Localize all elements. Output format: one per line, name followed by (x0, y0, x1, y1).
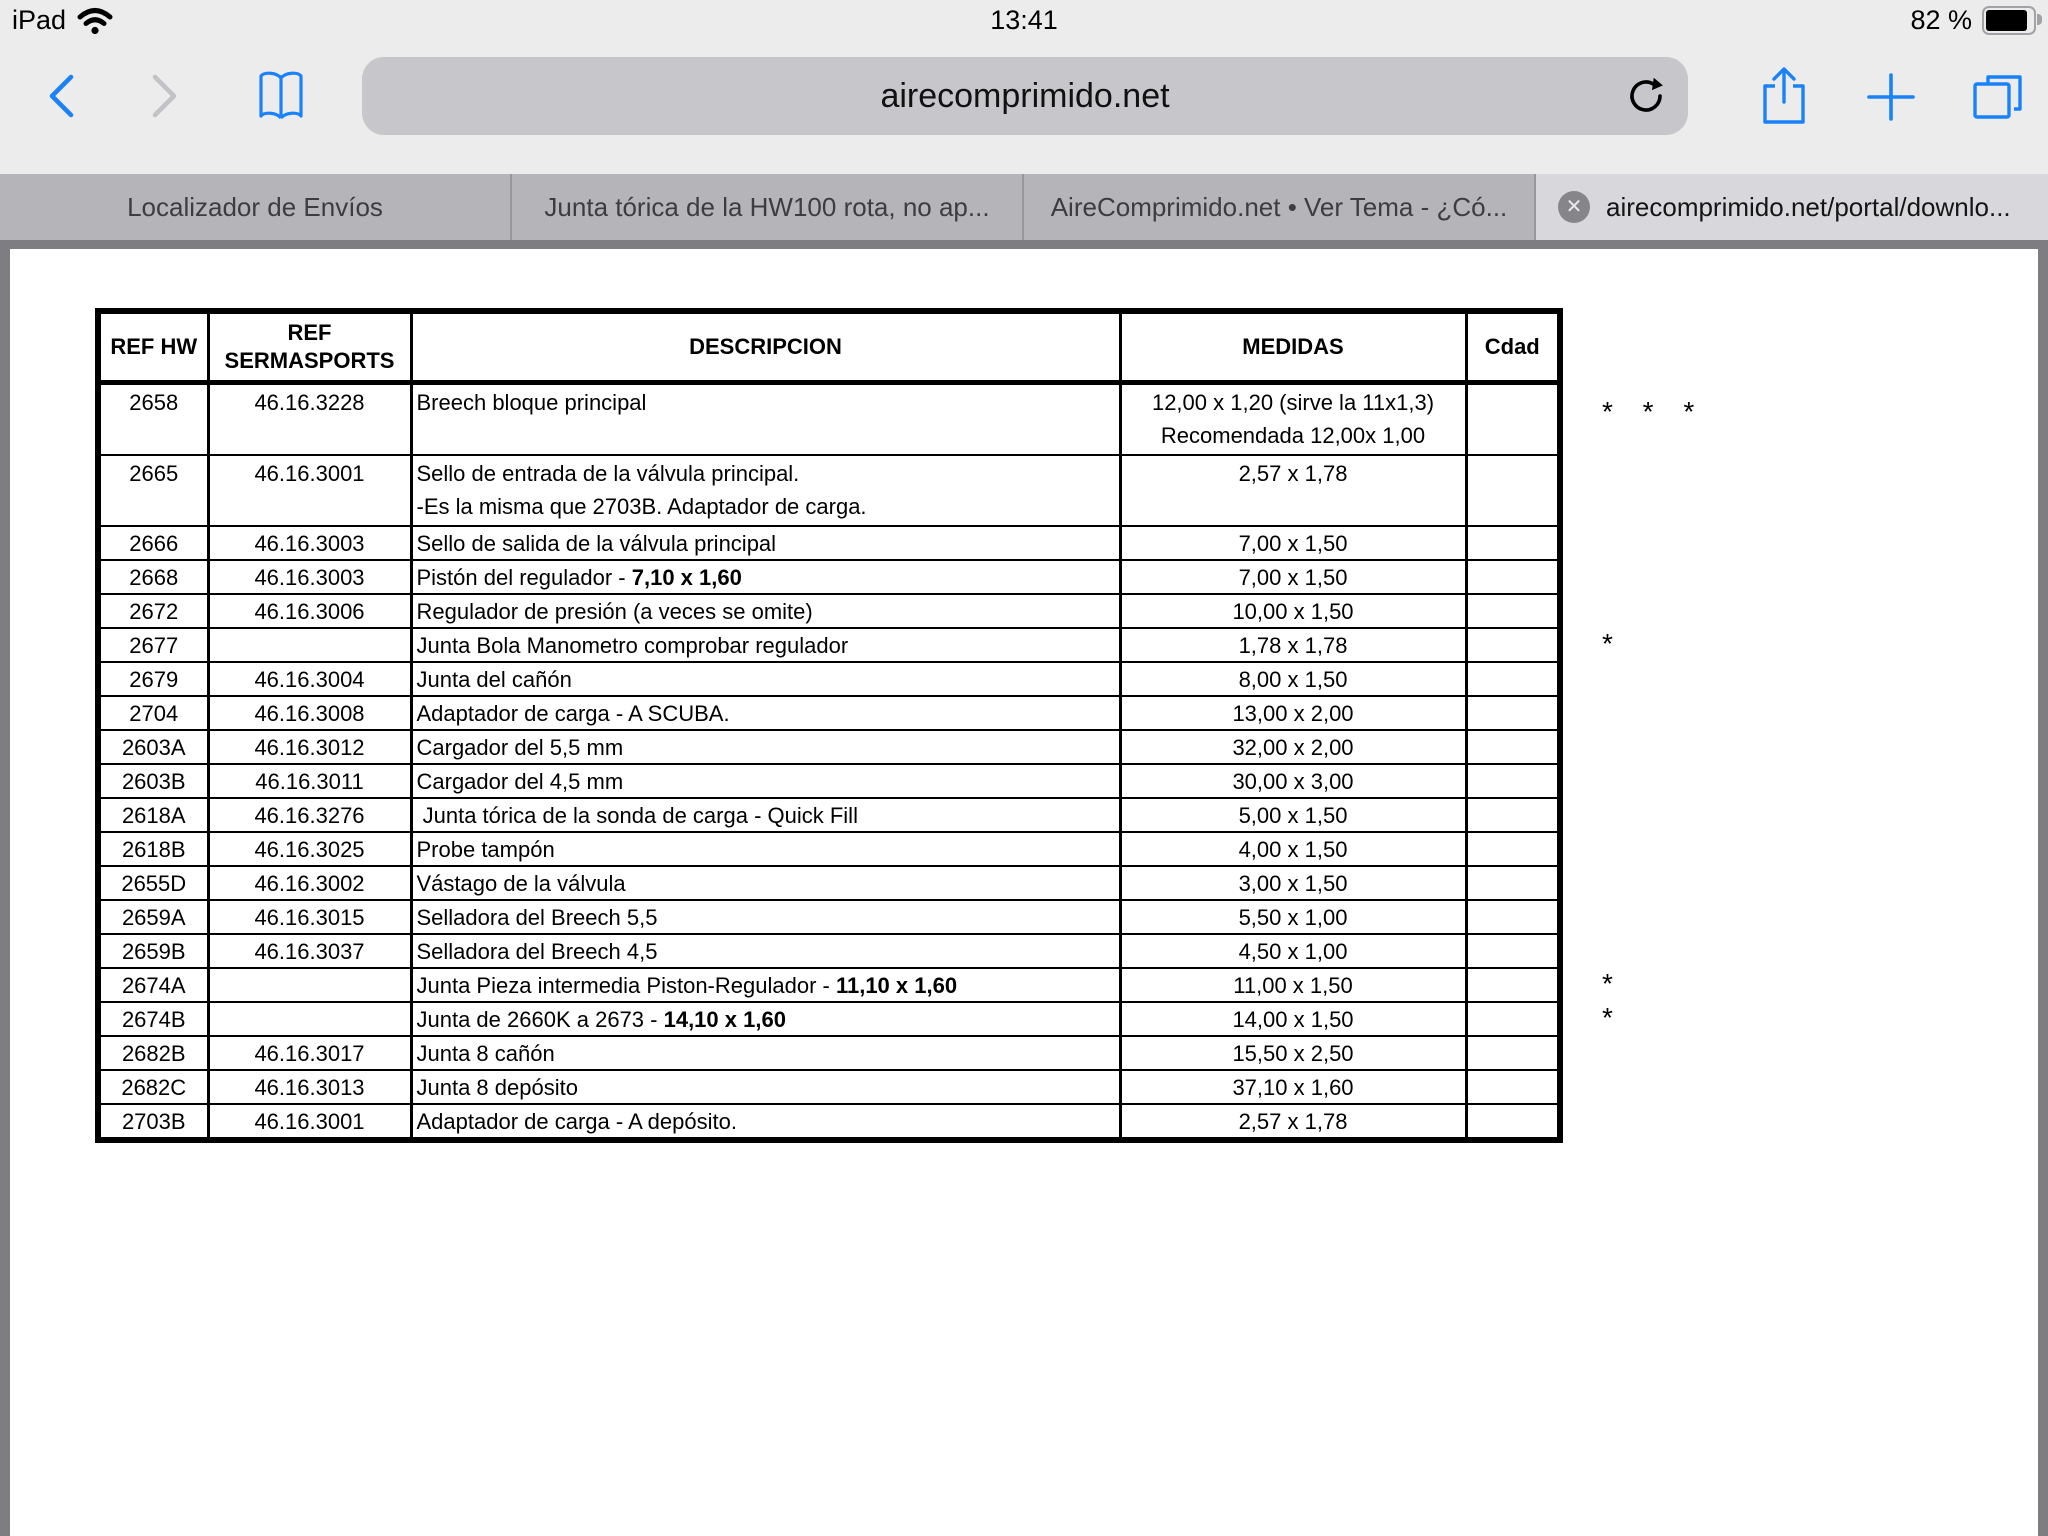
new-tab-button[interactable] (1866, 72, 1916, 122)
cell-ref-hw: 2703B (98, 1104, 208, 1140)
table-row (98, 968, 1560, 1002)
cell-medidas: 2,57 x 1,78 (1120, 455, 1466, 526)
cell-cdad (1466, 696, 1560, 730)
table-row (98, 1036, 1560, 1070)
table-row (98, 560, 1560, 594)
margin-asterisks: * * * (1602, 396, 1695, 427)
cell-cdad (1466, 662, 1560, 696)
col-ref-sermasports: REF SERMASPORTS (208, 311, 411, 383)
clock: 13:41 (990, 5, 1058, 35)
tab-localizador[interactable] (0, 174, 512, 240)
cell-descripcion: Junta de 2660K a 2673 - 14,10 x 1,60 (411, 1002, 1120, 1036)
cell-cdad (1466, 730, 1560, 764)
cell-descripcion: Breech bloque principal (411, 383, 1120, 456)
cell-ref-hw: 2668 (98, 560, 208, 594)
tab-title: Junta tórica de la HW100 rota, no ap... (544, 191, 990, 222)
cell-cdad (1466, 1104, 1560, 1140)
cell-ref-hw: 2665 (98, 455, 208, 526)
cell-descripcion: Junta 8 cañón (411, 1036, 1120, 1070)
parts-table (95, 308, 1563, 1143)
cell-cdad (1466, 1070, 1560, 1104)
table-row (98, 1070, 1560, 1104)
cell-cdad (1466, 455, 1560, 526)
table-row (98, 526, 1560, 560)
cell-ref-hw: 2658 (98, 383, 208, 456)
battery-icon (1982, 6, 2036, 35)
cell-ref-hw: 2682B (98, 1036, 208, 1070)
cell-descripcion: Vástago de la válvula (411, 866, 1120, 900)
tab-junta-torica[interactable] (512, 174, 1024, 240)
table-row (98, 1104, 1560, 1140)
forward-button[interactable] (150, 72, 180, 120)
cell-medidas: 11,00 x 1,50 (1120, 968, 1466, 1002)
back-button[interactable] (46, 72, 76, 120)
cell-medidas: 3,00 x 1,50 (1120, 866, 1466, 900)
cell-ref-sermasports: 46.16.3001 (208, 455, 411, 526)
cell-ref-hw: 2704 (98, 696, 208, 730)
cell-ref-sermasports (208, 968, 411, 1002)
tab-bar (0, 174, 2048, 240)
tab-ver-tema[interactable] (1024, 174, 1536, 240)
share-icon (1756, 64, 1812, 128)
cell-cdad (1466, 764, 1560, 798)
cell-ref-sermasports: 46.16.3008 (208, 696, 411, 730)
cell-ref-sermasports: 46.16.3011 (208, 764, 411, 798)
cell-ref-hw: 2618B (98, 832, 208, 866)
cell-medidas: 2,57 x 1,78 (1120, 1104, 1466, 1140)
margin-asterisks: * (1602, 1002, 1613, 1033)
cell-ref-hw: 2659A (98, 900, 208, 934)
cell-cdad (1466, 594, 1560, 628)
cell-ref-sermasports: 46.16.3015 (208, 900, 411, 934)
cell-ref-hw: 2679 (98, 662, 208, 696)
cell-descripcion: Junta tórica de la sonda de carga - Quick Fill (411, 798, 1120, 832)
address-bar[interactable] (362, 57, 1688, 135)
cell-ref-sermasports: 46.16.3002 (208, 866, 411, 900)
cell-descripcion: Junta Bola Manometro comprobar regulador (411, 628, 1120, 662)
cell-medidas: 7,00 x 1,50 (1120, 560, 1466, 594)
cell-descripcion: Cargador del 4,5 mm (411, 764, 1120, 798)
close-tab-icon[interactable]: ✕ (1558, 191, 1590, 223)
cell-ref-hw: 2682C (98, 1070, 208, 1104)
cell-ref-hw: 2666 (98, 526, 208, 560)
cell-medidas: 4,00 x 1,50 (1120, 832, 1466, 866)
cell-ref-hw: 2659B (98, 934, 208, 968)
cell-medidas: 5,00 x 1,50 (1120, 798, 1466, 832)
cell-descripcion: Junta del cañón (411, 662, 1120, 696)
tabs-overview-button[interactable] (1970, 71, 2024, 123)
table-row (98, 798, 1560, 832)
col-ref-hw: REF HW (98, 311, 208, 383)
status-right (1910, 0, 2036, 40)
cell-ref-sermasports: 46.16.3276 (208, 798, 411, 832)
carrier-label: iPad (12, 4, 67, 35)
plus-icon (1866, 72, 1916, 122)
cell-ref-sermasports: 46.16.3228 (208, 383, 411, 456)
cell-medidas: 37,10 x 1,60 (1120, 1070, 1466, 1104)
cell-cdad (1466, 866, 1560, 900)
cell-ref-sermasports: 46.16.3003 (208, 560, 411, 594)
cell-descripcion: Cargador del 5,5 mm (411, 730, 1120, 764)
cell-descripcion: Sello de entrada de la válvula principal. -Es la misma que 2703B. Adaptador de carga. (411, 455, 1120, 526)
open-book-icon (254, 68, 308, 126)
table-row (98, 455, 1560, 526)
margin-asterisks: * (1602, 628, 1613, 659)
cell-descripcion: Sello de salida de la válvula principal (411, 526, 1120, 560)
cell-cdad (1466, 968, 1560, 1002)
tab-active-download[interactable] (1536, 174, 2048, 240)
cell-medidas: 4,50 x 1,00 (1120, 934, 1466, 968)
url-text: airecomprimido.net (880, 77, 1170, 115)
table-header-row (98, 311, 1560, 383)
cell-ref-sermasports (208, 1002, 411, 1036)
table-row (98, 900, 1560, 934)
cell-medidas: 10,00 x 1,50 (1120, 594, 1466, 628)
col-medidas: MEDIDAS (1120, 311, 1466, 383)
cell-medidas: 32,00 x 2,00 (1120, 730, 1466, 764)
cell-cdad (1466, 383, 1560, 456)
cell-medidas: 14,00 x 1,50 (1120, 1002, 1466, 1036)
table-row (98, 594, 1560, 628)
cell-ref-sermasports: 46.16.3004 (208, 662, 411, 696)
cell-descripcion: Regulador de presión (a veces se omite) (411, 594, 1120, 628)
table-row (98, 934, 1560, 968)
cell-ref-sermasports: 46.16.3006 (208, 594, 411, 628)
cell-ref-sermasports: 46.16.3013 (208, 1070, 411, 1104)
table-row (98, 832, 1560, 866)
tab-title: airecomprimido.net/portal/downlo... (1606, 191, 2011, 222)
browser-toolbar (0, 40, 2048, 174)
cell-cdad (1466, 1036, 1560, 1070)
table-row (98, 1002, 1560, 1036)
table-row (98, 866, 1560, 900)
chevron-left-icon (46, 72, 76, 120)
col-cdad: Cdad (1466, 311, 1560, 383)
cell-ref-hw: 2655D (98, 866, 208, 900)
cell-ref-sermasports: 46.16.3001 (208, 1104, 411, 1140)
cell-cdad (1466, 560, 1560, 594)
table-row (98, 628, 1560, 662)
cell-ref-sermasports: 46.16.3037 (208, 934, 411, 968)
cell-descripcion: Adaptador de carga - A SCUBA. (411, 696, 1120, 730)
reload-icon (1624, 74, 1668, 118)
cell-medidas: 15,50 x 2,50 (1120, 1036, 1466, 1070)
cell-ref-hw: 2674B (98, 1002, 208, 1036)
bookmarks-button[interactable] (254, 68, 308, 126)
cell-ref-hw: 2674A (98, 968, 208, 1002)
cell-descripcion: Pistón del regulador - 7,10 x 1,60 (411, 560, 1120, 594)
cell-cdad (1466, 628, 1560, 662)
cell-ref-hw: 2618A (98, 798, 208, 832)
cell-cdad (1466, 798, 1560, 832)
cell-descripcion: Probe tampón (411, 832, 1120, 866)
cell-ref-hw: 2672 (98, 594, 208, 628)
cell-ref-hw: 2677 (98, 628, 208, 662)
cell-descripcion: Junta Pieza intermedia Piston-Regulador - 11,10 x 1,60 (411, 968, 1120, 1002)
cell-cdad (1466, 526, 1560, 560)
margin-asterisks: * (1602, 968, 1613, 999)
cell-medidas: 5,50 x 1,00 (1120, 900, 1466, 934)
document-page (10, 249, 2038, 1536)
cell-cdad (1466, 832, 1560, 866)
table-row (98, 696, 1560, 730)
cell-medidas: 13,00 x 2,00 (1120, 696, 1466, 730)
table-row (98, 764, 1560, 798)
cell-descripcion: Junta 8 depósito (411, 1070, 1120, 1104)
cell-medidas: 1,78 x 1,78 (1120, 628, 1466, 662)
cell-ref-sermasports (208, 628, 411, 662)
share-button[interactable] (1756, 64, 1812, 128)
cell-medidas: 7,00 x 1,50 (1120, 526, 1466, 560)
cell-descripcion: Selladora del Breech 4,5 (411, 934, 1120, 968)
cell-ref-sermasports: 46.16.3012 (208, 730, 411, 764)
status-bar (0, 0, 2048, 40)
battery-percent-label: 82 % (1910, 4, 1972, 35)
cell-ref-sermasports: 46.16.3017 (208, 1036, 411, 1070)
tab-title: Localizador de Envíos (127, 191, 383, 222)
web-content-area (0, 240, 2048, 1536)
cell-cdad (1466, 934, 1560, 968)
cell-cdad (1466, 1002, 1560, 1036)
cell-descripcion: Adaptador de carga - A depósito. (411, 1104, 1120, 1140)
cell-medidas: 30,00 x 3,00 (1120, 764, 1466, 798)
tab-title: AireComprimido.net • Ver Tema - ¿Có... (1050, 191, 1508, 222)
table-row (98, 730, 1560, 764)
reload-button[interactable] (1624, 74, 1668, 118)
table-row (98, 383, 1560, 456)
cell-ref-sermasports: 46.16.3003 (208, 526, 411, 560)
tabs-icon (1970, 71, 2024, 123)
cell-descripcion: Selladora del Breech 5,5 (411, 900, 1120, 934)
chevron-right-icon (150, 72, 180, 120)
cell-cdad (1466, 900, 1560, 934)
cell-ref-sermasports: 46.16.3025 (208, 832, 411, 866)
cell-medidas: 8,00 x 1,50 (1120, 662, 1466, 696)
cell-medidas: 12,00 x 1,20 (sirve la 11x1,3) Recomendada 12,00x 1,00 (1120, 383, 1466, 456)
col-descripcion: DESCRIPCION (411, 311, 1120, 383)
cell-ref-hw: 2603A (98, 730, 208, 764)
cell-ref-hw: 2603B (98, 764, 208, 798)
table-row (98, 662, 1560, 696)
